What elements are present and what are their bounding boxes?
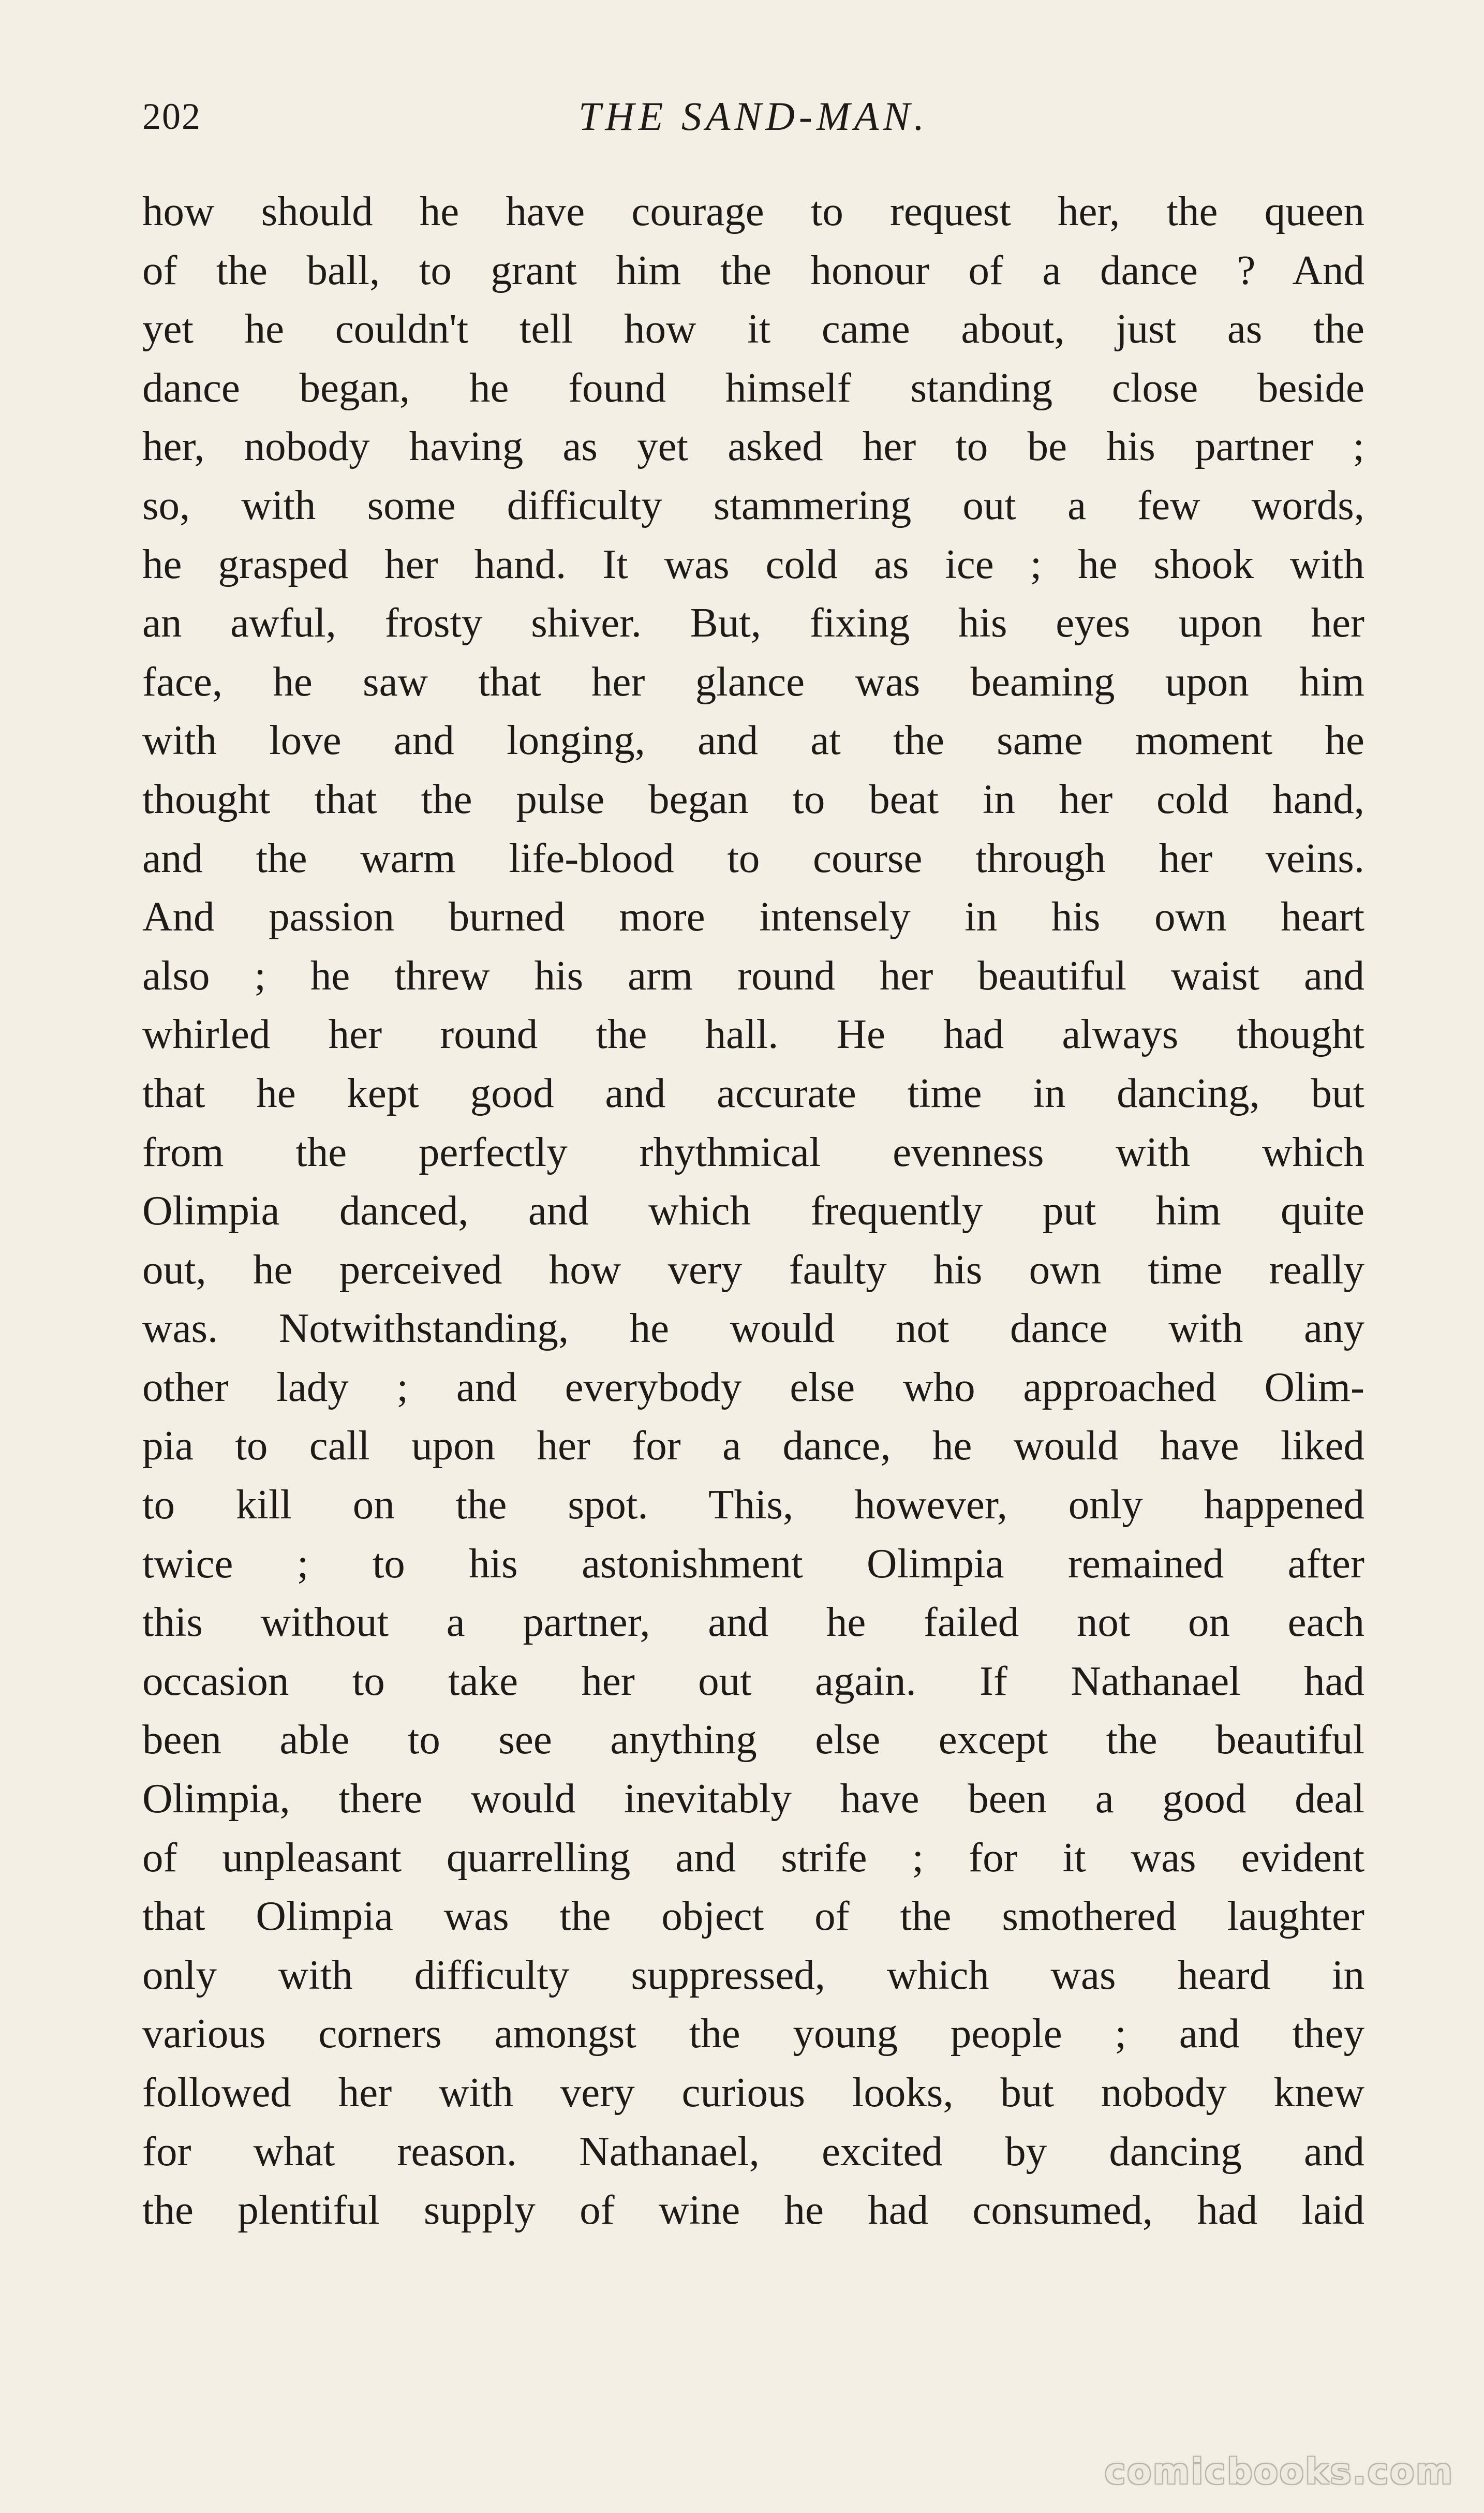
text-line: Olimpia, there would inevitably have been a good deal bbox=[142, 1775, 1364, 1822]
text-line: of the ball, to grant him the honour of a dance ? And bbox=[142, 246, 1364, 293]
text-line: from the perfectly rhythmical evenness with which bbox=[142, 1128, 1364, 1175]
text-line: that Olimpia was the object of the smothered laughter bbox=[142, 1893, 1364, 1940]
text-line: face, he saw that her glance was beaming upon him bbox=[142, 658, 1364, 705]
text-line: Olimpia danced, and which frequently put him quite bbox=[142, 1187, 1364, 1234]
text-line: that he kept good and accurate time in dancing, but bbox=[142, 1069, 1364, 1116]
watermark: comicbooks.com bbox=[1104, 2451, 1454, 2492]
text-line: only with difficulty suppressed, which was heard in bbox=[142, 1951, 1364, 1998]
text-line: pia to call upon her for a dance, he would have liked bbox=[142, 1422, 1364, 1469]
text-line: her, nobody having as yet asked her to be his partner ; bbox=[142, 423, 1364, 470]
text-line: out, he perceived how very faulty his own time really bbox=[142, 1246, 1364, 1293]
text-line: was. Notwithstanding, he would not dance with any bbox=[142, 1305, 1364, 1352]
text-line: dance began, he found himself standing close beside bbox=[142, 364, 1364, 411]
text-line: he grasped her hand. It was cold as ice ; he shook with bbox=[142, 540, 1364, 587]
text-line: And passion burned more intensely in his own heart bbox=[142, 893, 1364, 940]
text-line: thought that the pulse began to beat in her cold hand, bbox=[142, 775, 1364, 822]
text-line: with love and longing, and at the same moment he bbox=[142, 717, 1364, 764]
text-line: for what reason. Nathanael, excited by dancing and bbox=[142, 2127, 1364, 2175]
text-line: other lady ; and everybody else who approached Olim- bbox=[142, 1363, 1364, 1410]
text-line: the plentiful supply of wine he had consumed, had laid bbox=[142, 2186, 1364, 2234]
text-line: this without a partner, and he failed not on each bbox=[142, 1599, 1364, 1646]
text-line: to kill on the spot. This, however, only happened bbox=[142, 1481, 1364, 1528]
text-line: also ; he threw his arm round her beautiful waist and bbox=[142, 952, 1364, 999]
running-head bbox=[142, 88, 1364, 145]
running-title: THE SAND-MAN. bbox=[578, 94, 928, 139]
text-line: been able to see anything else except the beautiful bbox=[142, 1716, 1364, 1763]
text-line: of unpleasant quarrelling and strife ; for it was evident bbox=[142, 1834, 1364, 1881]
text-line: so, with some difficulty stammering out a few words, bbox=[142, 481, 1364, 528]
text-line: and the warm life-blood to course through her veins. bbox=[142, 834, 1364, 881]
text-line: followed her with very curious looks, but nobody knew bbox=[142, 2069, 1364, 2116]
text-line: occasion to take her out again. If Nathanael had bbox=[142, 1657, 1364, 1704]
text-line: various corners amongst the young people ; and they bbox=[142, 2010, 1364, 2057]
text-line: whirled her round the hall. He had always thought bbox=[142, 1011, 1364, 1058]
page-number: 202 bbox=[142, 96, 201, 137]
body-text bbox=[142, 182, 1364, 2240]
text-line: an awful, frosty shiver. But, fixing his eyes upon her bbox=[142, 599, 1364, 646]
text-line: yet he couldn't tell how it came about, just as the bbox=[142, 305, 1364, 352]
text-line: twice ; to his astonishment Olimpia remained after bbox=[142, 1540, 1364, 1587]
text-line: how should he have courage to request her, the queen bbox=[142, 188, 1364, 234]
